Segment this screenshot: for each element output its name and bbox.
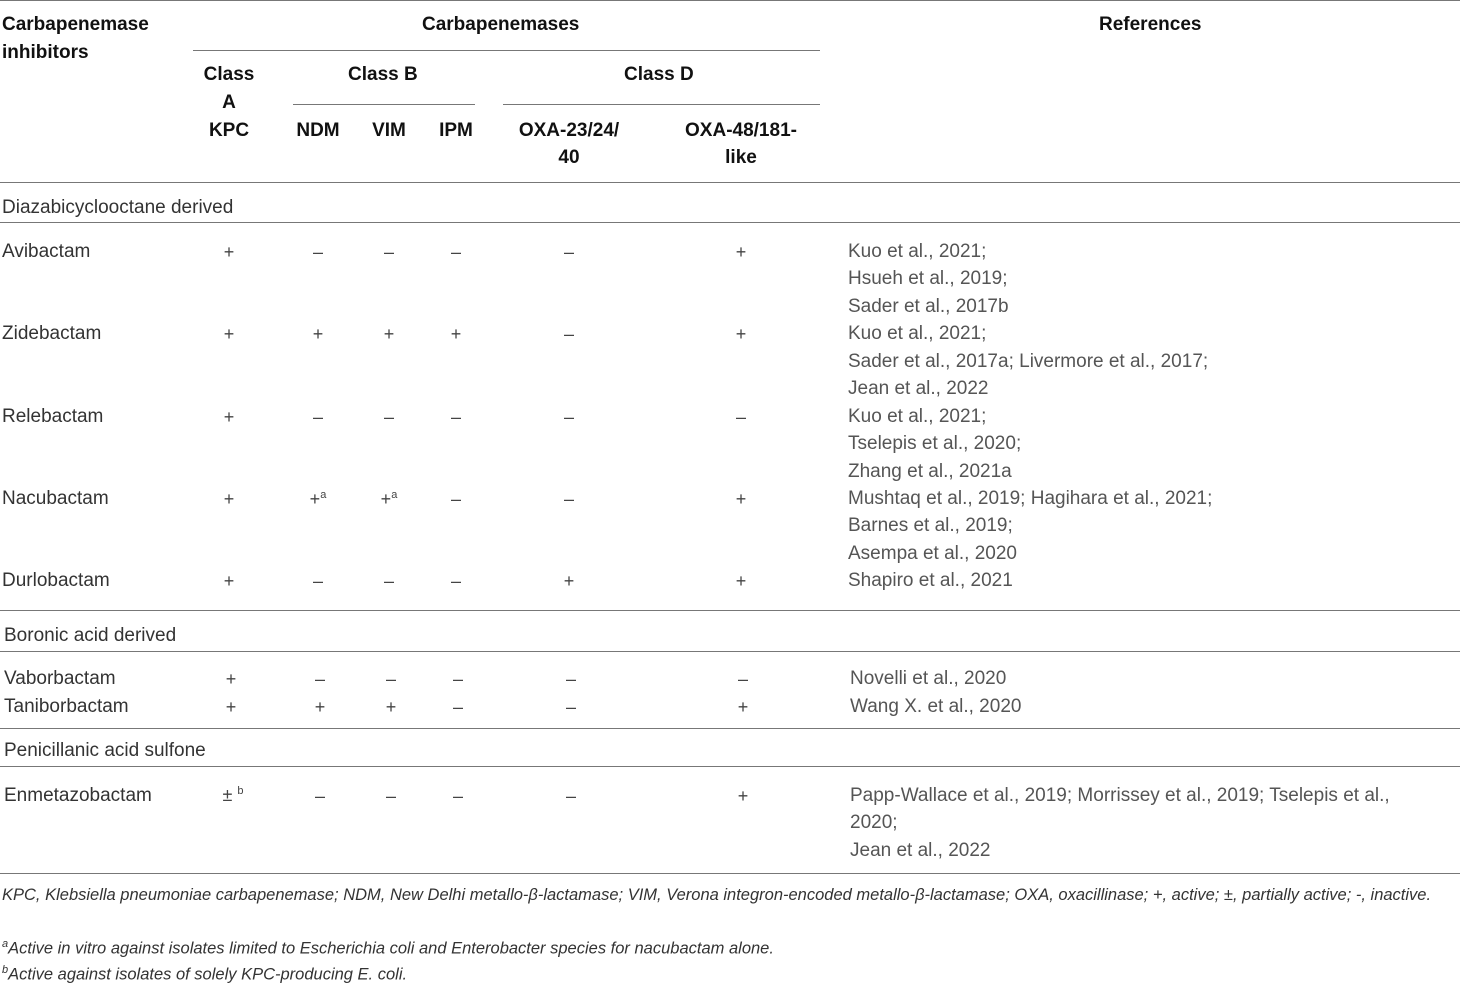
col-header-references: References bbox=[1099, 14, 1202, 35]
ndm-cell: – bbox=[314, 669, 326, 689]
inhibitor-name: Taniborbactam bbox=[4, 696, 129, 717]
carbapenemases-rule bbox=[193, 50, 820, 51]
ipm-header: IPM bbox=[439, 120, 473, 141]
reference-line: Papp-Wallace et al., 2019; Morrissey et al., 2019; Tselepis et al., bbox=[850, 785, 1390, 806]
ipm-cell: – bbox=[450, 489, 462, 509]
kpc-cell: + bbox=[223, 242, 235, 262]
ipm-cell: – bbox=[452, 786, 464, 806]
col-header-carbapenemases: Carbapenemases bbox=[422, 14, 580, 35]
group-heading: Penicillanic acid sulfone bbox=[4, 740, 206, 761]
footnote-b-mark: b bbox=[237, 785, 244, 797]
reference-line: Mushtaq et al., 2019; Hagihara et al., 2021; bbox=[848, 488, 1213, 509]
ipm-cell: + bbox=[450, 324, 462, 344]
oxa48-cell: + bbox=[737, 697, 749, 717]
abbreviations-note: KPC, Klebsiella pneumoniae carbapenemase; NDM, New Delhi metallo-β-lactamase; VIM, Verona integron-encoded metallo-β-lactamase; OXA, oxacillinase; +, active; ±, partially active; -, inactive. bbox=[2, 886, 1432, 904]
ndm-header: NDM bbox=[296, 120, 340, 141]
group-heading: Boronic acid derived bbox=[4, 625, 177, 646]
inhibitor-name: Durlobactam bbox=[2, 570, 110, 591]
bottom-rule bbox=[0, 873, 1460, 874]
ipm-cell: – bbox=[450, 571, 462, 591]
class-b-label: Class B bbox=[348, 64, 418, 85]
oxa23-cell: – bbox=[563, 324, 575, 344]
reference-line: Sader et al., 2017b bbox=[848, 296, 1009, 317]
ndm-cell: – bbox=[314, 786, 326, 806]
reference-line: Kuo et al., 2021; bbox=[848, 406, 987, 427]
inhibitor-name: Enmetazobactam bbox=[4, 785, 152, 806]
reference-line: Hsueh et al., 2019; bbox=[848, 268, 1008, 289]
oxa48-cell: + bbox=[735, 489, 747, 509]
oxa23-cell: + bbox=[563, 571, 575, 591]
kpc-value: ± bbox=[222, 785, 233, 805]
footnote-b bbox=[2, 958, 407, 987]
kpc-cell: + bbox=[223, 489, 235, 509]
vim-cell: – bbox=[383, 407, 395, 427]
class-a-label: Class bbox=[203, 64, 255, 85]
oxa23-cell: – bbox=[563, 407, 575, 427]
oxa23-header-2: 40 bbox=[558, 147, 580, 168]
oxa48-header-2: like bbox=[725, 147, 757, 168]
vim-value: + bbox=[380, 489, 392, 509]
class-d-label: Class D bbox=[624, 64, 694, 85]
oxa23-cell: – bbox=[563, 242, 575, 262]
reference-line: Wang X. et al., 2020 bbox=[850, 696, 1022, 717]
col-header-inhibitors-1: Carbapenemase bbox=[2, 14, 149, 35]
inhibitor-name: Relebactam bbox=[2, 406, 104, 427]
group-rule bbox=[0, 222, 1460, 223]
ipm-cell: – bbox=[450, 407, 462, 427]
vim-cell: – bbox=[385, 669, 397, 689]
oxa48-cell: – bbox=[735, 407, 747, 427]
footnote-b-text: Active against isolates of solely KPC-producing E. coli. bbox=[8, 965, 408, 984]
vim-cell: – bbox=[385, 786, 397, 806]
kpc-cell: + bbox=[223, 571, 235, 591]
kpc-cell: + bbox=[225, 669, 237, 689]
ndm-cell: – bbox=[312, 571, 324, 591]
vim-cell: – bbox=[383, 571, 395, 591]
footnote-a-mark: a bbox=[391, 489, 398, 501]
inhibitor-name: Nacubactam bbox=[2, 488, 109, 509]
oxa23-cell: – bbox=[565, 697, 577, 717]
section-rule bbox=[0, 728, 1460, 729]
top-rule bbox=[0, 0, 1460, 1]
footnote-a-mark: a bbox=[320, 489, 327, 501]
footnote-a-text: Active in vitro against isolates limited to Escherichia coli and Enterobacter species for nacubactam alone. bbox=[8, 939, 774, 958]
ipm-cell: – bbox=[452, 697, 464, 717]
vim-cell: + bbox=[383, 324, 395, 344]
section-rule bbox=[0, 610, 1460, 611]
vim-cell: – bbox=[383, 242, 395, 262]
kpc-cell: + bbox=[223, 407, 235, 427]
kpc-cell: + bbox=[223, 324, 235, 344]
reference-line: Kuo et al., 2021; bbox=[848, 241, 987, 262]
reference-line: Jean et al., 2022 bbox=[850, 840, 991, 861]
footnote-a-mark: a bbox=[2, 938, 9, 950]
oxa48-cell: + bbox=[735, 324, 747, 344]
oxa48-cell: + bbox=[737, 786, 749, 806]
reference-line: Kuo et al., 2021; bbox=[848, 323, 987, 344]
ndm-value: + bbox=[309, 489, 321, 509]
oxa48-header-1: OXA-48/181- bbox=[685, 120, 797, 141]
vim-header: VIM bbox=[372, 120, 406, 141]
oxa48-cell: + bbox=[735, 571, 747, 591]
col-header-inhibitors-2: inhibitors bbox=[2, 42, 89, 63]
group-rule bbox=[0, 651, 1460, 652]
reference-line: Asempa et al., 2020 bbox=[848, 543, 1017, 564]
class-d-rule bbox=[503, 104, 820, 105]
vim-cell: + bbox=[385, 697, 397, 717]
ndm-cell bbox=[310, 489, 327, 510]
vim-cell bbox=[381, 489, 398, 510]
ipm-cell: – bbox=[450, 242, 462, 262]
kpc-cell bbox=[222, 785, 243, 806]
inhibitor-name: Zidebactam bbox=[2, 323, 102, 344]
oxa23-cell: – bbox=[563, 489, 575, 509]
group-rule bbox=[0, 766, 1460, 767]
group-heading: Diazabicyclooctane derived bbox=[2, 197, 234, 218]
footnote-a bbox=[2, 932, 774, 961]
class-b-rule bbox=[293, 104, 475, 105]
ndm-cell: + bbox=[312, 324, 324, 344]
class-a-letter: A bbox=[222, 92, 236, 113]
reference-line: Jean et al., 2022 bbox=[848, 378, 989, 399]
inhibitor-name: Vaborbactam bbox=[4, 668, 116, 689]
reference-line: Novelli et al., 2020 bbox=[850, 668, 1007, 689]
oxa48-cell: – bbox=[737, 669, 749, 689]
ndm-cell: + bbox=[314, 697, 326, 717]
reference-line: Shapiro et al., 2021 bbox=[848, 570, 1013, 591]
header-bottom-rule bbox=[0, 182, 1460, 183]
oxa48-cell: + bbox=[735, 242, 747, 262]
ipm-cell: – bbox=[452, 669, 464, 689]
reference-line: Zhang et al., 2021a bbox=[848, 461, 1012, 482]
kpc-header: KPC bbox=[208, 120, 250, 141]
ndm-cell: – bbox=[312, 242, 324, 262]
kpc-cell: + bbox=[225, 697, 237, 717]
reference-line: 2020; bbox=[850, 812, 898, 833]
oxa23-cell: – bbox=[565, 669, 577, 689]
reference-line: Tselepis et al., 2020; bbox=[848, 433, 1022, 454]
footnote-b-mark: b bbox=[2, 964, 9, 976]
inhibitor-name: Avibactam bbox=[2, 241, 91, 262]
ndm-cell: – bbox=[312, 407, 324, 427]
oxa23-cell: – bbox=[565, 786, 577, 806]
reference-line: Sader et al., 2017a; Livermore et al., 2017; bbox=[848, 351, 1209, 372]
oxa23-header-1: OXA-23/24/ bbox=[518, 120, 620, 141]
reference-line: Barnes et al., 2019; bbox=[848, 515, 1013, 536]
